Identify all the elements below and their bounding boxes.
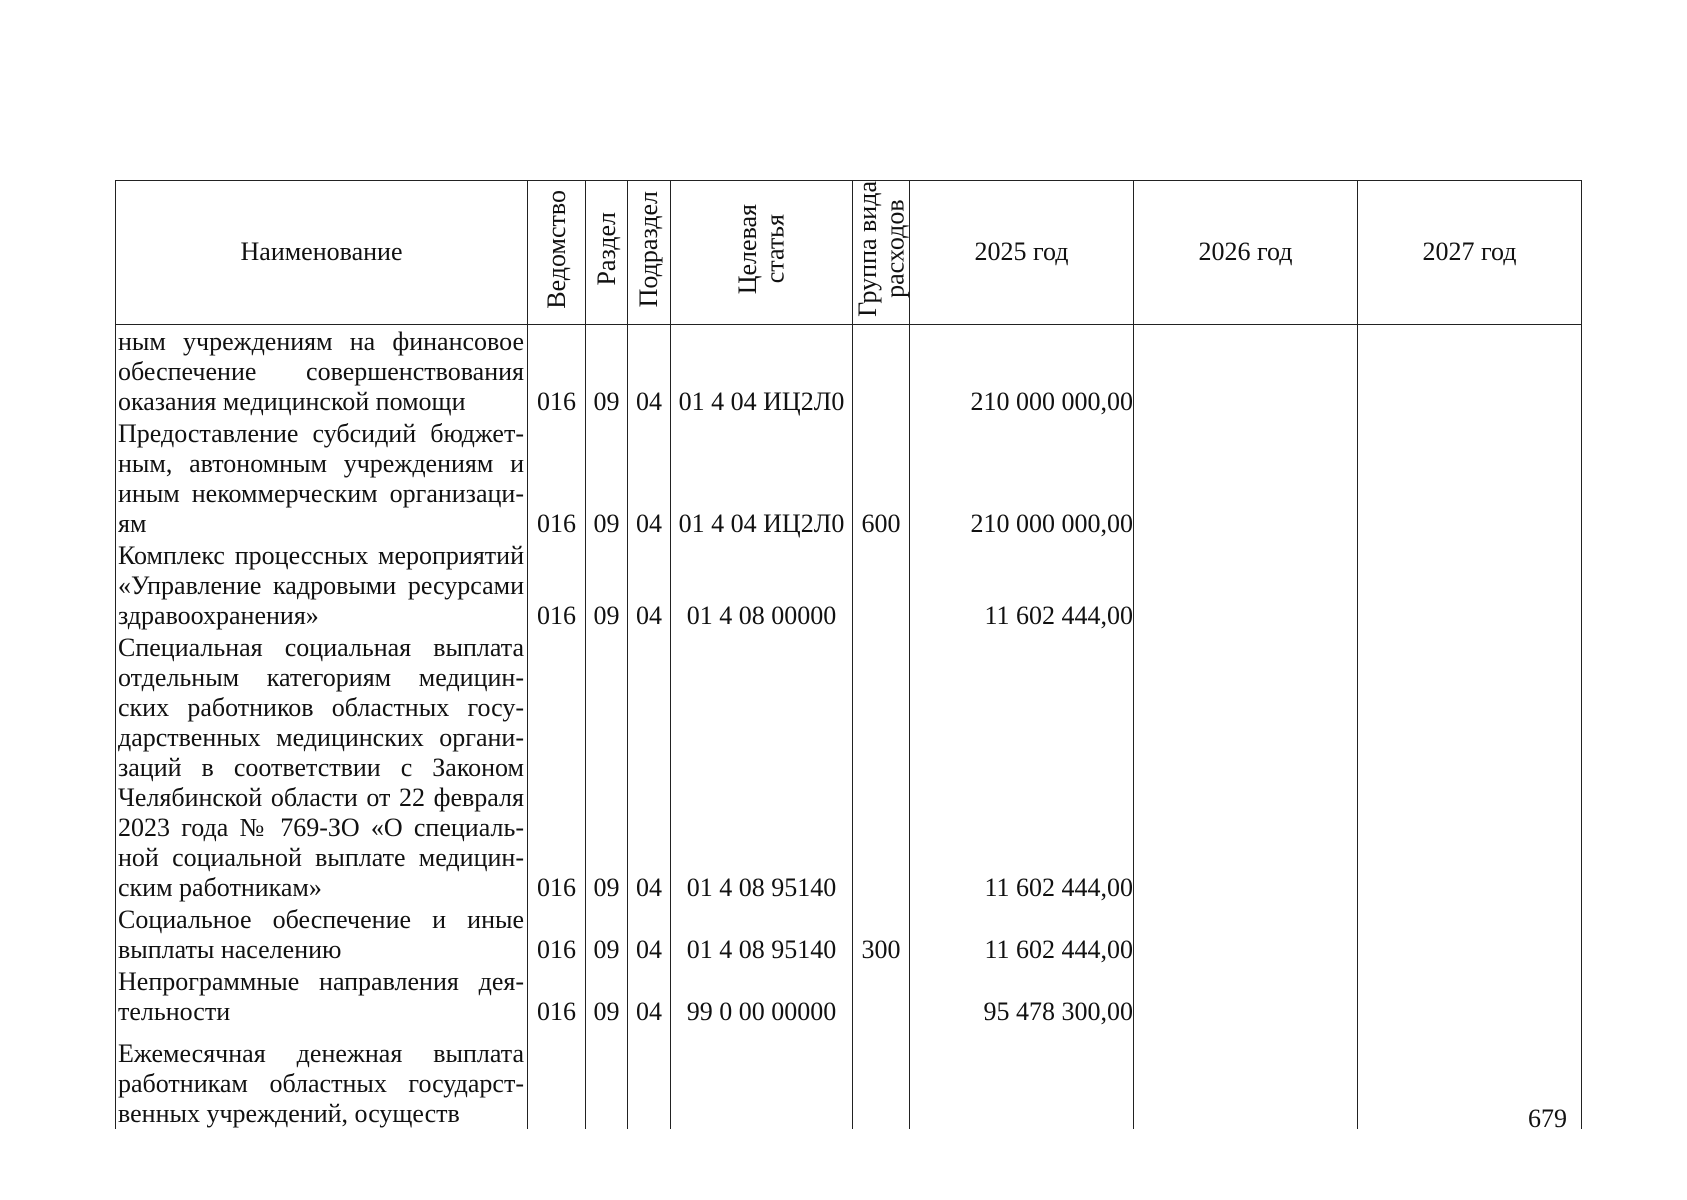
header-2027: 2027 год bbox=[1358, 181, 1582, 325]
cell-2027 bbox=[1358, 965, 1582, 1027]
cell-name: Непрограммные направления деятельности bbox=[116, 965, 528, 1027]
table-row bbox=[116, 965, 1582, 1027]
cell-podrazdel: 04 bbox=[628, 324, 671, 417]
cell-podrazdel: 04 bbox=[628, 631, 671, 903]
cell-2025: 11 602 444,00 bbox=[910, 631, 1134, 903]
cell-2027 bbox=[1358, 631, 1582, 903]
cell-gruppa-vida bbox=[853, 1027, 910, 1129]
cell-gruppa-vida: 600 bbox=[853, 417, 910, 539]
cell-2027 bbox=[1358, 903, 1582, 965]
cell-gruppa-vida bbox=[853, 631, 910, 903]
cell-2026 bbox=[1134, 1027, 1358, 1129]
cell-2026 bbox=[1134, 324, 1358, 417]
cell-2027 bbox=[1358, 324, 1582, 417]
header-row bbox=[116, 181, 1582, 325]
cell-2027 bbox=[1358, 539, 1582, 631]
cell-celevaya-statya: 01 4 08 95140 bbox=[671, 903, 853, 965]
cell-razdel: 09 bbox=[586, 965, 628, 1027]
cell-2026 bbox=[1134, 631, 1358, 903]
cell-celevaya-statya bbox=[671, 1027, 853, 1129]
cell-razdel: 09 bbox=[586, 539, 628, 631]
cell-vedomstvo: 016 bbox=[528, 631, 586, 903]
cell-vedomstvo: 016 bbox=[528, 965, 586, 1027]
cell-razdel: 09 bbox=[586, 417, 628, 539]
cell-vedomstvo bbox=[528, 1027, 586, 1129]
cell-gruppa-vida bbox=[853, 539, 910, 631]
table-row bbox=[116, 631, 1582, 903]
cell-2026 bbox=[1134, 539, 1358, 631]
cell-celevaya-statya: 99 0 00 00000 bbox=[671, 965, 853, 1027]
header-vedomstvo: Ведомство bbox=[528, 181, 586, 325]
cell-2025: 11 602 444,00 bbox=[910, 539, 1134, 631]
cell-name: Специальная социальная выплата отдельным категориям медицинских работников областных государственных медицинских организаций в соответствии с Законом Челябинской области от 22 февраля 2023 года № 769-ЗО «О специальной социальной выплате медицинским работникам» bbox=[116, 631, 528, 903]
cell-name: Социальное обеспечение и иные выплаты населению bbox=[116, 903, 528, 965]
cell-name: ным учреждениям на финансовое обеспечение совершенствования оказания медицинской помощи bbox=[116, 324, 528, 417]
header-celevaya-statya bbox=[671, 181, 853, 325]
cell-razdel: 09 bbox=[586, 631, 628, 903]
cell-2026 bbox=[1134, 903, 1358, 965]
cell-2026 bbox=[1134, 417, 1358, 539]
cell-vedomstvo: 016 bbox=[528, 417, 586, 539]
cell-gruppa-vida: 300 bbox=[853, 903, 910, 965]
header-gruppa-vida-rashodov bbox=[853, 181, 910, 325]
cell-podrazdel bbox=[628, 1027, 671, 1129]
cell-name: Предоставление субсидий бюджетным, автономным учреждениям и иным некоммерческим организациям bbox=[116, 417, 528, 539]
header-gruppa-line2: расходов bbox=[880, 199, 909, 299]
budget-table bbox=[115, 180, 1582, 1129]
header-2025: 2025 год bbox=[910, 181, 1134, 325]
cell-gruppa-vida bbox=[853, 965, 910, 1027]
cell-celevaya-statya: 01 4 08 95140 bbox=[671, 631, 853, 903]
cell-podrazdel: 04 bbox=[628, 965, 671, 1027]
cell-celevaya-statya: 01 4 04 ИЦ2Л0 bbox=[671, 417, 853, 539]
cell-razdel: 09 bbox=[586, 903, 628, 965]
table-body bbox=[116, 324, 1582, 1129]
cell-podrazdel: 04 bbox=[628, 417, 671, 539]
cell-2025: 210 000 000,00 bbox=[910, 324, 1134, 417]
cell-2025: 210 000 000,00 bbox=[910, 417, 1134, 539]
header-2026: 2026 год bbox=[1134, 181, 1358, 325]
table-row bbox=[116, 1027, 1582, 1129]
cell-vedomstvo: 016 bbox=[528, 539, 586, 631]
cell-name: Ежемесячная денежная выплата работникам областных государственных учреждений, осуществ bbox=[116, 1027, 528, 1129]
cell-2025: 11 602 444,00 bbox=[910, 903, 1134, 965]
cell-2025 bbox=[910, 1027, 1134, 1129]
header-celevaya-line1: Целевая bbox=[733, 203, 763, 295]
cell-razdel: 09 bbox=[586, 324, 628, 417]
cell-vedomstvo: 016 bbox=[528, 903, 586, 965]
header-gruppa-line1: Группа вида bbox=[852, 181, 882, 317]
cell-celevaya-statya: 01 4 04 ИЦ2Л0 bbox=[671, 324, 853, 417]
table-row bbox=[116, 417, 1582, 539]
table-row bbox=[116, 324, 1582, 417]
table-row bbox=[116, 903, 1582, 965]
table-row bbox=[116, 539, 1582, 631]
header-podrazdel: Подраздел bbox=[628, 181, 671, 325]
cell-2025: 95 478 300,00 bbox=[910, 965, 1134, 1027]
header-name: Наименование bbox=[116, 181, 528, 325]
cell-podrazdel: 04 bbox=[628, 539, 671, 631]
cell-2026 bbox=[1134, 965, 1358, 1027]
header-razdel: Раздел bbox=[586, 181, 628, 325]
cell-razdel bbox=[586, 1027, 628, 1129]
page-number: 679 bbox=[1528, 1104, 1567, 1133]
cell-name: Комплекс процессных мероприятий «Управление кадровыми ресурсами здравоохранения» bbox=[116, 539, 528, 631]
cell-2027 bbox=[1358, 417, 1582, 539]
header-celevaya-line2: статья bbox=[760, 214, 790, 284]
cell-podrazdel: 04 bbox=[628, 903, 671, 965]
cell-celevaya-statya: 01 4 08 00000 bbox=[671, 539, 853, 631]
cell-gruppa-vida bbox=[853, 324, 910, 417]
cell-vedomstvo: 016 bbox=[528, 324, 586, 417]
